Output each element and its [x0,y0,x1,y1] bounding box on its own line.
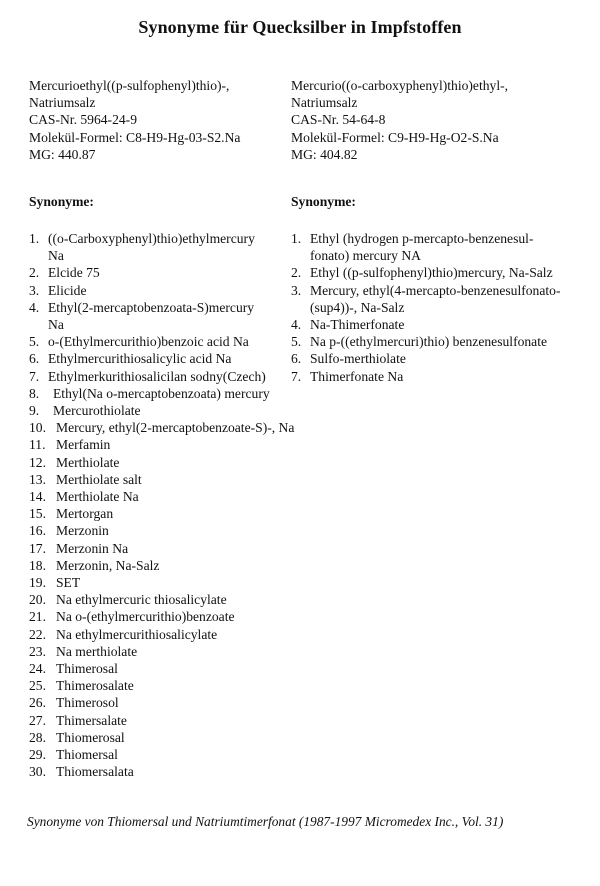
synonym-item [291,350,591,367]
page-title: Synonyme für Quecksilber in Impfstoffen [138,17,462,37]
right-compound-info [291,77,591,163]
synonym-text: Na ethylmercuric thiosalicylate [56,592,227,608]
compound-name-line1: Mercurioethyl((p-sulfophenyl)thio)-, [29,78,230,93]
compound-formula: Molekül-Formel: C8-H9-Hg-03-S2.Na [29,129,241,145]
synonym-item [291,368,591,385]
synonym-text: Mertorgan [56,506,114,522]
left-synonym-list [29,230,319,781]
synonym-number: 12. [29,454,46,470]
synonym-item [291,282,591,316]
synonym-text: Na [48,317,64,333]
synonym-text: Ethyl(Na o-mercaptobenzoata) mercury [53,385,270,401]
synonym-number: 15. [29,506,46,522]
synonym-item [29,591,319,608]
synonym-item [291,333,591,350]
synonym-number: 9. [29,403,40,419]
synonym-number: 18. [29,557,46,573]
synonym-number: 4. [291,317,302,333]
synonym-item [29,660,319,677]
synonym-item [29,608,319,625]
synonym-item [29,385,319,402]
compound-cas: CAS-Nr. 5964-24-9 [29,112,137,128]
synonym-text: Elcide 75 [48,265,100,281]
synonym-number: 23. [29,643,46,659]
synonym-number: 4. [29,299,40,315]
synonym-text: Ethyl (hydrogen p-mercapto-benzenesul- [310,231,534,246]
synonym-number: 24. [29,661,46,677]
synonym-text: Thiomersalata [56,764,134,780]
synonym-number: 25. [29,678,46,694]
synonym-text: Na [48,248,64,264]
left-synonyms-heading: Synonyme: [29,194,94,209]
compound-mw: MG: 440.87 [29,146,96,162]
synonym-number: 21. [29,609,46,625]
synonym-item [29,763,319,780]
synonym-number: 19. [29,575,46,591]
synonym-item [29,333,319,350]
synonym-number: 5. [29,334,40,350]
synonym-item [29,402,319,419]
synonym-item [29,557,319,574]
synonym-text: Merthiolate Na [56,489,139,505]
synonym-item [29,505,319,522]
compound-mw: MG: 404.82 [291,146,358,162]
synonym-item [291,264,591,281]
synonym-item [29,419,319,436]
synonym-number: 7. [291,368,302,384]
synonym-text: Merfamin [56,437,111,453]
synonym-number: 3. [29,282,40,298]
synonym-item [29,350,319,367]
synonym-text: Merzonin, Na-Salz [56,557,160,573]
synonym-number: 2. [29,265,40,281]
synonym-text: Thiomerosal [56,729,125,745]
synonym-item [29,729,319,746]
synonym-text: Thimerosalate [56,678,134,694]
synonym-text: Mercury, ethyl(4-mercapto-benzenesulfonato- [310,282,561,298]
right-synonym-list [291,230,591,385]
right-synonyms-heading: Synonyme: [291,194,356,209]
synonym-number: 13. [29,471,46,487]
synonym-item [291,230,591,264]
synonym-number: 7. [29,368,40,384]
synonym-item [29,471,319,488]
synonym-item [291,316,591,333]
synonym-text: Thimerosol [56,695,119,711]
synonym-number: 30. [29,764,46,780]
synonym-text: Thiomersal [56,747,118,763]
synonym-text: Thimerosal [56,661,118,677]
synonym-item [29,574,319,591]
synonym-item [29,436,319,453]
synonym-number: 29. [29,747,46,763]
synonym-text: Na-Thimerfonate [310,317,405,333]
synonym-item [29,282,319,299]
synonym-item [29,454,319,471]
synonym-item [29,488,319,505]
compound-cas: CAS-Nr. 54-64-8 [291,112,386,128]
synonym-number: 6. [29,351,40,367]
synonym-text: ((o-Carboxyphenyl)thio)ethylmercury [48,231,255,246]
source-footnote: Synonyme von Thiomersal und Natriumtimerfonat (1987-1997 Micromedex Inc., Vol. 31) [27,814,504,829]
synonym-text: Elicide [48,282,87,298]
synonym-text: Thimerfonate Na [310,368,404,384]
synonym-text: Merthiolate [56,454,120,470]
synonym-item [29,746,319,763]
synonym-text: Ethyl ((p-sulfophenyl)thio)mercury, Na-Salz [310,265,553,281]
synonym-number: 1. [291,231,302,246]
synonym-text: Ethyl(2-mercaptobenzoata-S)mercury [48,299,255,315]
synonym-item [29,299,319,333]
synonym-item [29,230,319,264]
synonym-text: Mercurothiolate [53,403,141,419]
left-compound-info [29,77,319,163]
compound-name-line1: Mercurio((o-carboxyphenyl)thio)ethyl-, [291,78,509,93]
synonym-item [29,368,319,385]
synonym-text: Ethylmercurithiosalicylic acid Na [48,351,232,367]
synonym-text: Na o-(ethylmercurithio)benzoate [56,609,235,625]
synonym-item [29,264,319,281]
synonym-number: 2. [291,265,302,281]
synonym-item [29,626,319,643]
synonym-number: 20. [29,592,46,608]
synonym-number: 28. [29,729,46,745]
synonym-number: 17. [29,540,46,556]
synonym-text: Sulfo-merthiolate [310,351,406,367]
synonym-text: Merzonin [56,523,109,539]
synonym-number: 27. [29,712,46,728]
synonym-number: 1. [29,231,40,246]
synonym-text: Na merthiolate [56,643,138,659]
compound-formula: Molekül-Formel: C9-H9-Hg-O2-S.Na [291,129,499,145]
synonym-text: Merthiolate salt [56,471,142,487]
synonym-text: fonato) mercury NA [310,248,421,264]
synonym-text: (sup4))-, Na-Salz [310,299,405,315]
synonym-number: 5. [291,334,302,350]
synonym-text: SET [56,575,81,591]
synonym-number: 26. [29,695,46,711]
compound-name-line2: Natriumsalz [29,95,96,111]
synonym-text: Na p-((ethylmercuri)thio) benzenesulfonate [310,334,548,350]
synonym-item [29,712,319,729]
synonym-number: 16. [29,523,46,539]
synonym-number: 14. [29,489,46,505]
synonym-text: o-(Ethylmercurithio)benzoic acid Na [48,334,249,350]
synonym-number: 3. [291,282,302,298]
synonym-text: Ethylmerkurithiosalicilan sodny(Czech) [48,368,266,384]
synonym-item [29,694,319,711]
synonym-text: Mercury, ethyl(2-mercaptobenzoate-S)-, Na [56,420,295,436]
synonym-text: Merzonin Na [56,540,129,556]
synonym-number: 11. [29,437,46,453]
synonym-number: 6. [291,351,302,367]
synonym-text: Thimersalate [56,712,127,728]
synonym-item [29,677,319,694]
synonym-item [29,540,319,557]
compound-name-line2: Natriumsalz [291,95,358,111]
synonym-text: Na ethylmercurithiosalicylate [56,626,218,642]
synonym-number: 8. [29,385,40,401]
synonym-item [29,643,319,660]
synonym-number: 22. [29,626,46,642]
synonym-item [29,522,319,539]
synonym-number: 10. [29,420,46,436]
